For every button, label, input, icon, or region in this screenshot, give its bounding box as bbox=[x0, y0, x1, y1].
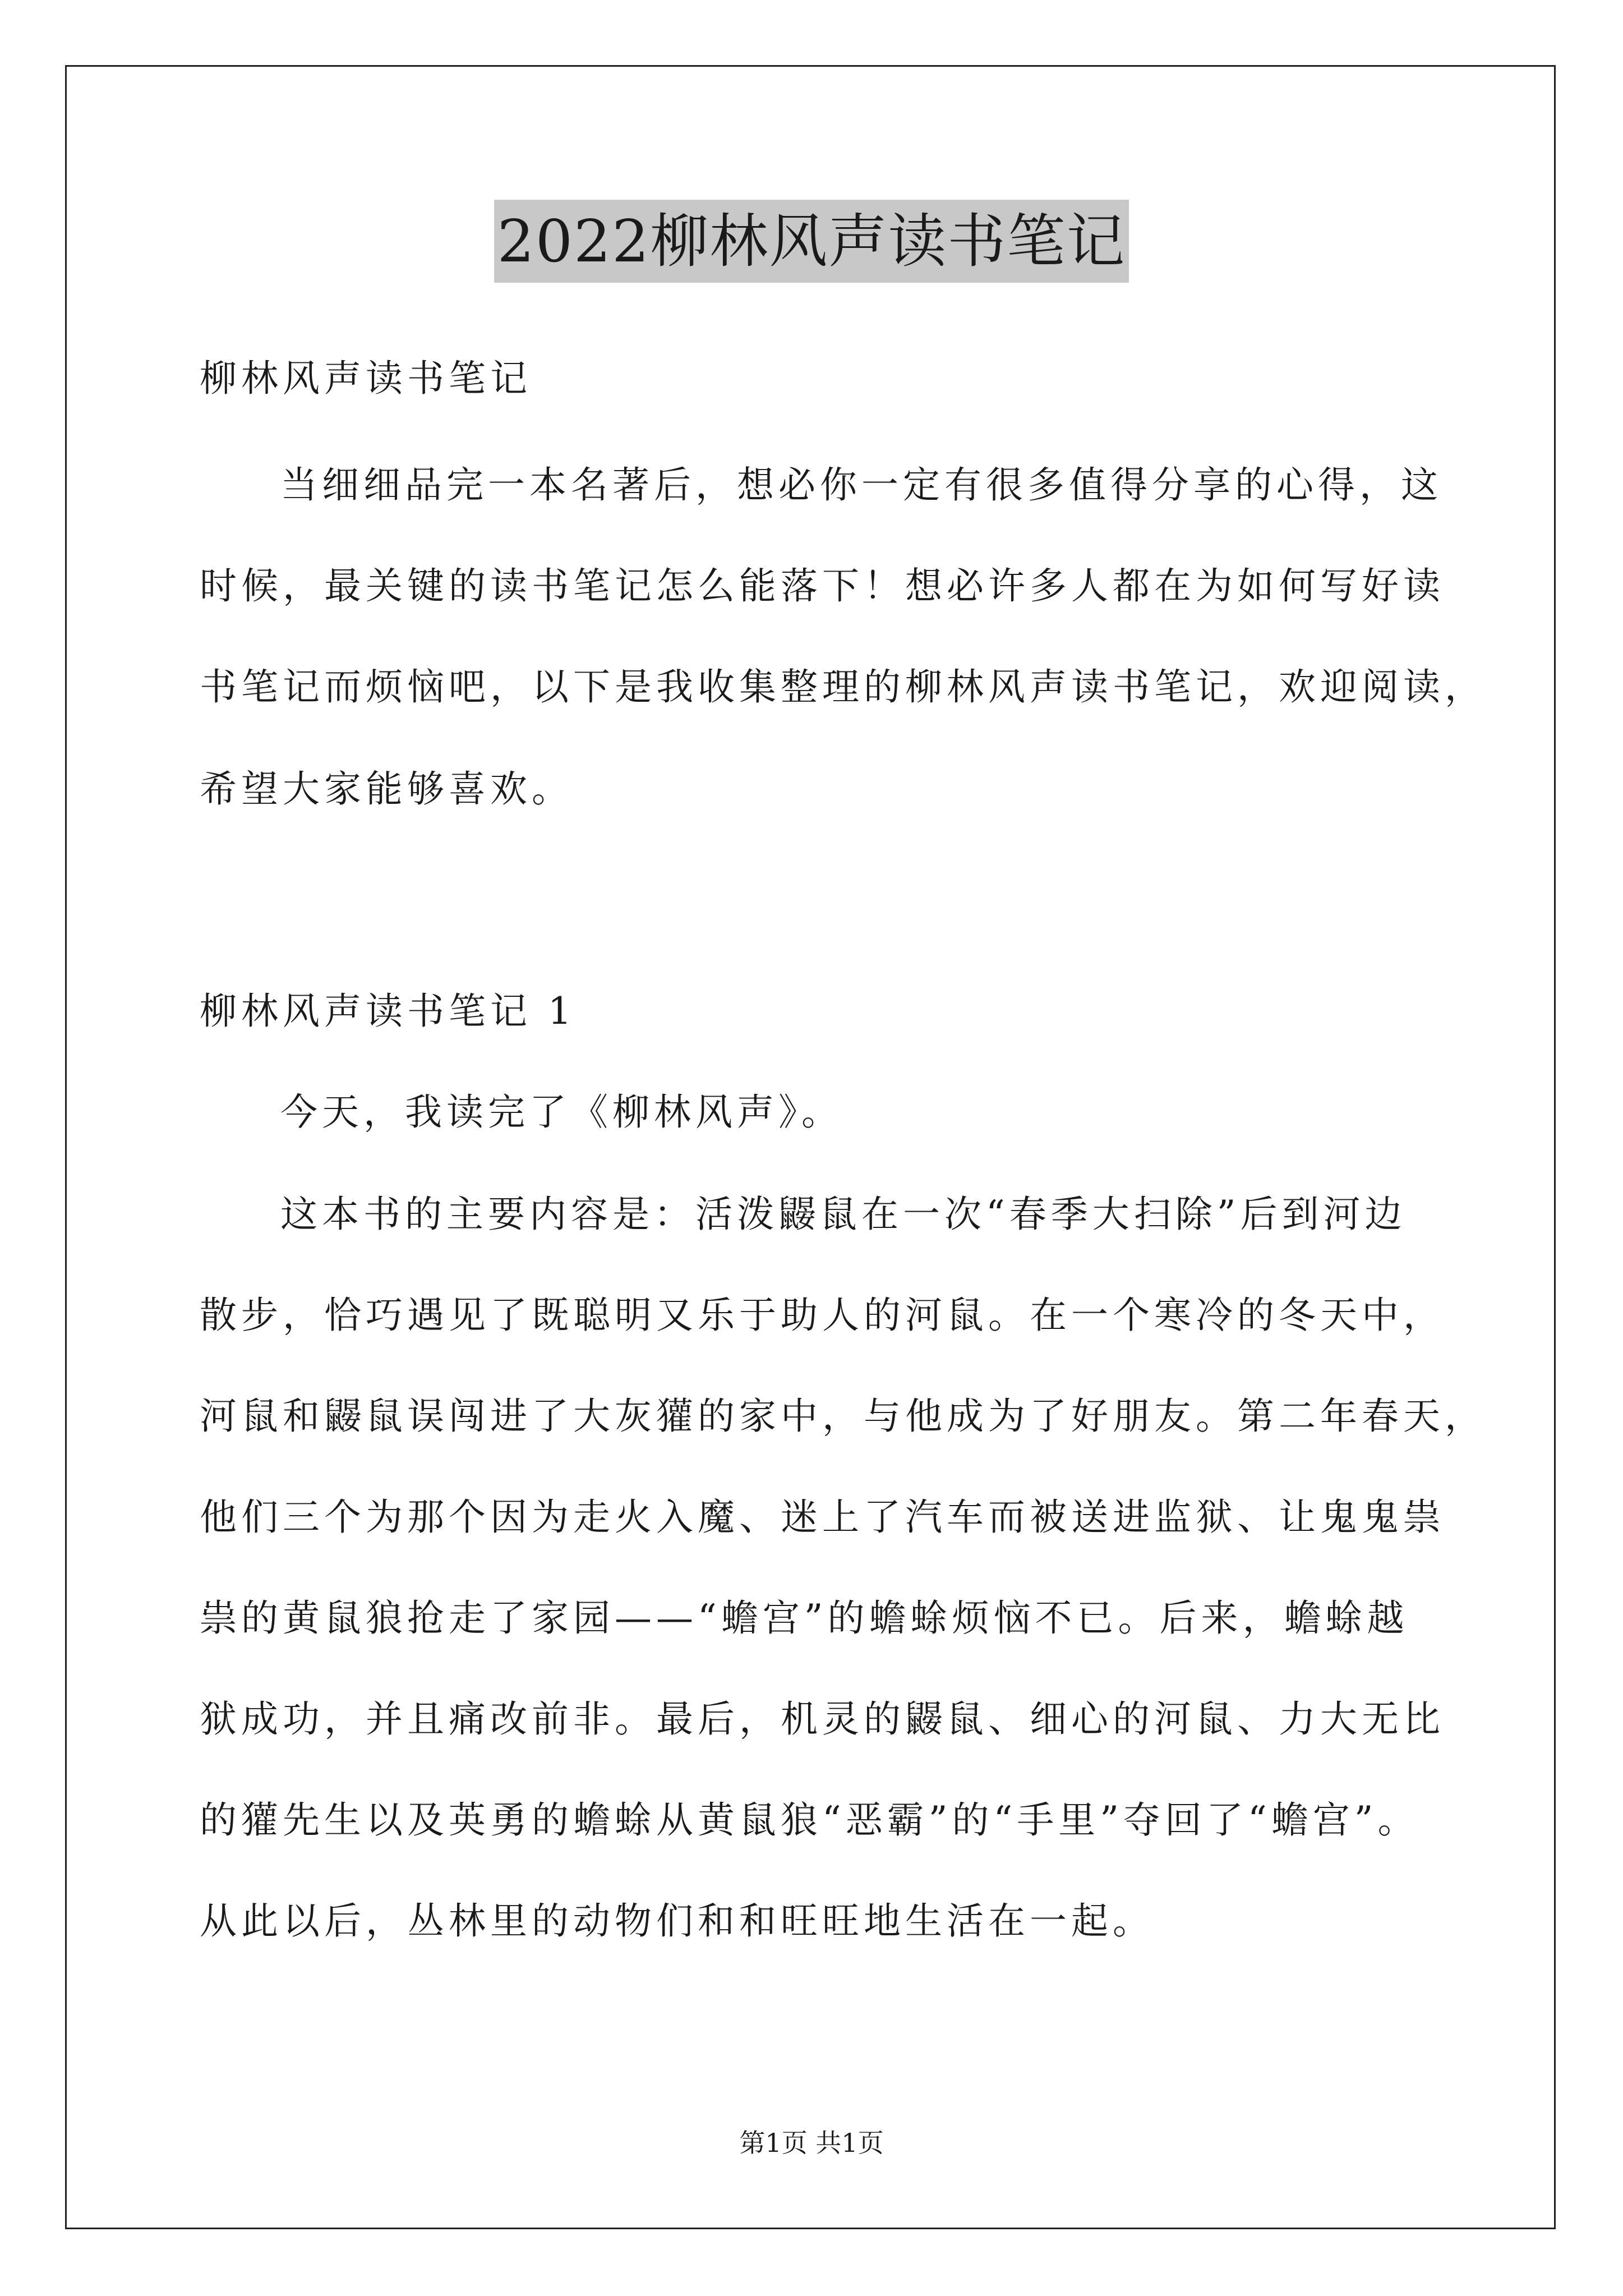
paragraph-line: 狱成功，并且痛改前非。最后，机灵的鼹鼠、细心的河鼠、力大无比 bbox=[200, 1697, 1445, 1741]
paragraph-line: 书笔记而烦恼吧，以下是我收集整理的柳林风声读书笔记，欢迎阅读， bbox=[200, 665, 1486, 708]
paragraph-line: 祟的黄鼠狼抢走了家园——“蟾宫”的蟾蜍烦恼不已。后来，蟾蜍越 bbox=[200, 1596, 1409, 1640]
paragraph-line: 的獾先生以及英勇的蟾蜍从黄鼠狼“恶霸”的“手里”夺回了“蟾宫”。 bbox=[200, 1798, 1419, 1842]
section-heading: 柳林风声读书笔记 1 bbox=[200, 990, 576, 1033]
paragraph-line: 希望大家能够喜欢。 bbox=[200, 767, 573, 811]
section-heading: 柳林风声读书笔记 bbox=[200, 357, 532, 400]
paragraph-line: 从此以后，丛林里的动物们和和旺旺地生活在一起。 bbox=[200, 1899, 1154, 1943]
paragraph-line: 河鼠和鼹鼠误闯进了大灰獾的家中，与他成为了好朋友。第二年春天， bbox=[200, 1395, 1486, 1438]
page-footer: 第1页 共1页 bbox=[739, 2128, 884, 2158]
document-title: 2022柳林风声读书笔记 bbox=[494, 200, 1129, 283]
title-container bbox=[0, 200, 1623, 283]
paragraph-line: 今天，我读完了《柳林风声》。 bbox=[280, 1091, 843, 1134]
paragraph-line: 他们三个为那个因为走火入魔、迷上了汽车而被送进监狱、让鬼鬼祟 bbox=[200, 1496, 1445, 1539]
paragraph-line: 散步，恰巧遇见了既聪明又乐于助人的河鼠。在一个寒冷的冬天中， bbox=[200, 1294, 1445, 1337]
paragraph-line: 这本书的主要内容是：活泼鼹鼠在一次“春季大扫除”后到河边 bbox=[280, 1193, 1407, 1236]
paragraph-line: 时候，最关键的读书笔记怎么能落下！想必许多人都在为如何写好读 bbox=[200, 564, 1445, 608]
paragraph-line: 当细细品完一本名著后，想必你一定有很多值得分享的心得，这 bbox=[280, 463, 1442, 507]
